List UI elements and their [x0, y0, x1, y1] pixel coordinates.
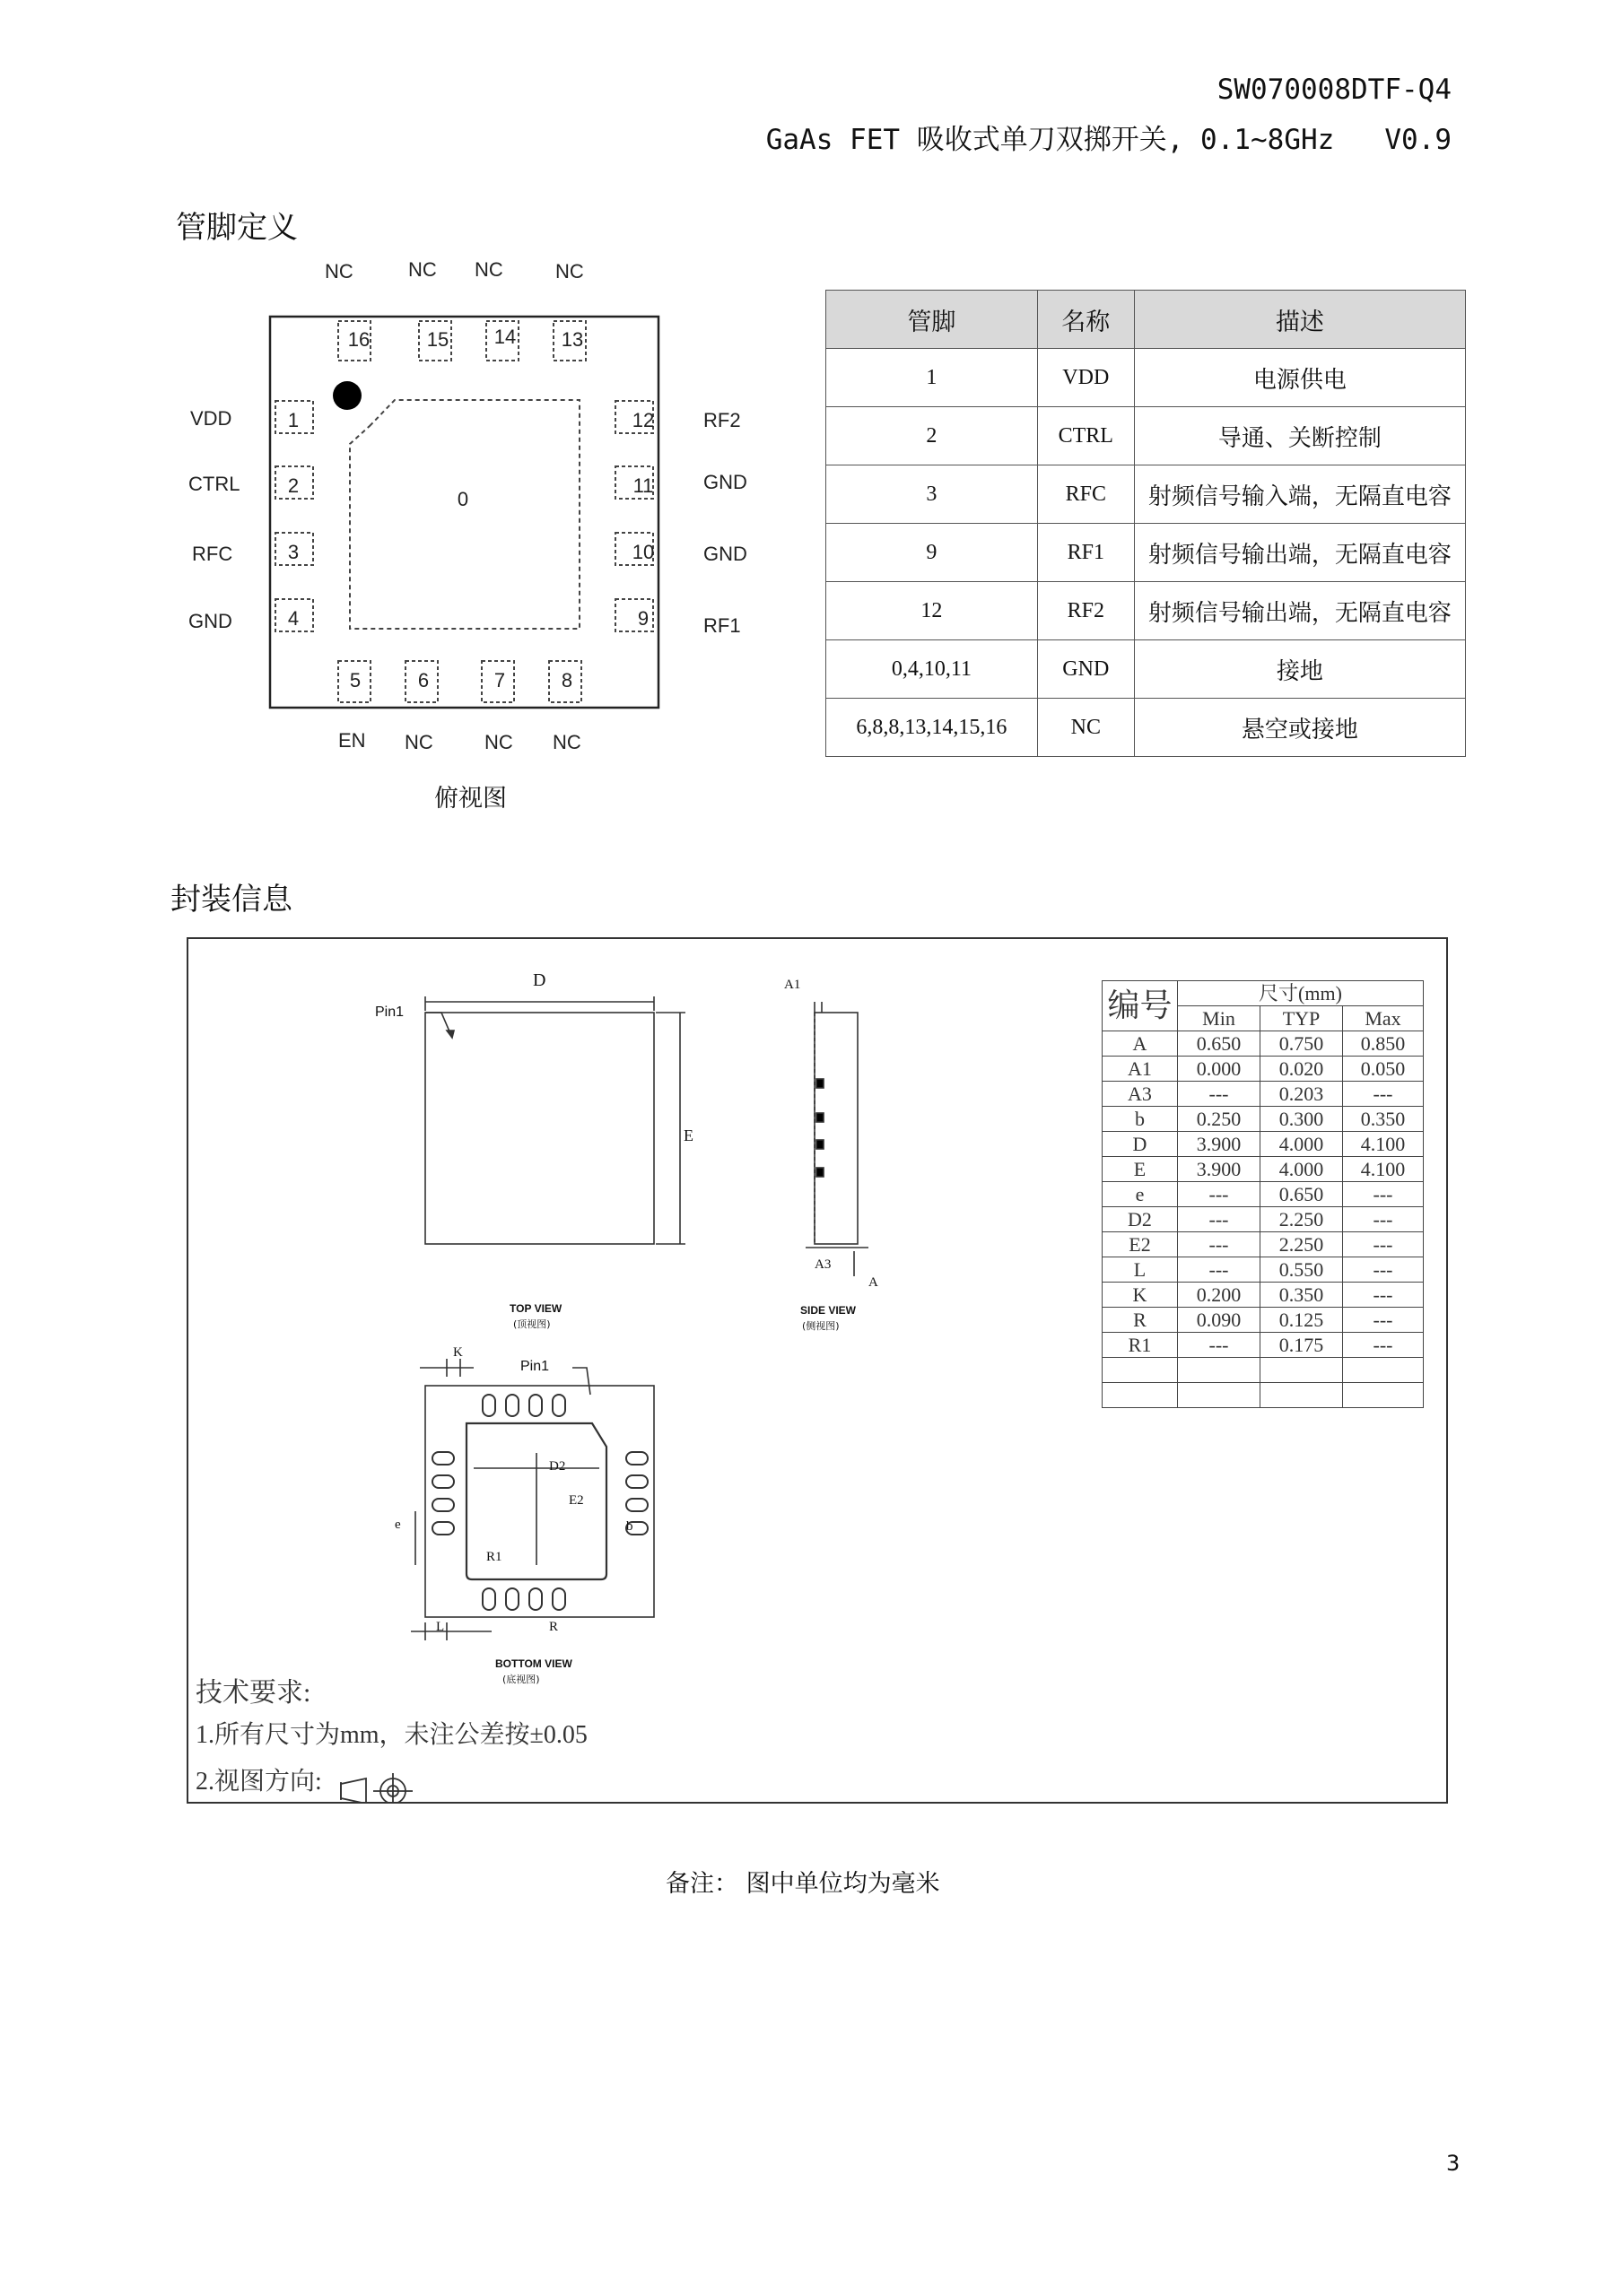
dim-code: E [1103, 1157, 1178, 1182]
dim-max: 4.100 [1343, 1132, 1424, 1157]
dim-label-e: E [684, 1126, 693, 1144]
left-label-rfc: RFC [192, 543, 233, 565]
cell-pin: 6,8,8,13,14,15,16 [826, 699, 1038, 757]
cell-desc: 射频信号输出端，无隔直电容 [1134, 582, 1465, 640]
dim-label-d: D [533, 970, 546, 990]
dim-min: 0.250 [1178, 1107, 1260, 1132]
top-label-13: NC [555, 260, 584, 283]
cell-name: VDD [1037, 349, 1134, 407]
table-row-empty [1103, 1383, 1424, 1408]
side-view-label: SIDE VIEW [800, 1304, 857, 1317]
pinout-diagram [170, 251, 763, 825]
part-number: SW070008DTF-Q4 [1216, 74, 1452, 106]
top-view-label: TOP VIEW [510, 1302, 562, 1315]
dim-col-size: 尺寸(mm) [1178, 981, 1424, 1006]
right-label-rf2: RF2 [703, 409, 741, 431]
dim-typ: 0.650 [1260, 1182, 1343, 1207]
dim-min: --- [1178, 1333, 1260, 1358]
pin-number-1: 1 [287, 409, 300, 431]
dim-max: 0.050 [1343, 1057, 1424, 1082]
pin-number-9: 9 [637, 607, 650, 630]
table-row [1103, 1057, 1424, 1082]
exposed-pad [350, 400, 580, 629]
dim-col-code: 编号 [1103, 981, 1178, 1031]
dim-min: --- [1178, 1232, 1260, 1257]
dim-min: --- [1178, 1257, 1260, 1283]
cell-desc: 悬空或接地 [1134, 699, 1465, 757]
col-header-pin: 管脚 [826, 291, 1038, 349]
dim-min: --- [1178, 1207, 1260, 1232]
package-section-title: 封装信息 [170, 882, 292, 918]
dim-code: A3 [1103, 1082, 1178, 1107]
table-row [1103, 1283, 1424, 1308]
cell-name: CTRL [1037, 407, 1134, 465]
dim-label-r1: R1 [486, 1550, 502, 1564]
table-row [826, 407, 1466, 465]
pin-number-3: 3 [287, 541, 300, 563]
bottom-view-body [425, 1386, 654, 1617]
cell-pin: 1 [826, 349, 1038, 407]
cell-desc: 射频信号输出端，无隔直电容 [1134, 524, 1465, 582]
dim-sub-typ: TYP [1260, 1006, 1343, 1031]
dim-typ: 0.125 [1260, 1308, 1343, 1333]
table-row [1103, 1207, 1424, 1232]
top-label-16: NC [325, 260, 353, 283]
col-header-desc: 描述 [1134, 291, 1465, 349]
table-row [1103, 1132, 1424, 1157]
dim-max: --- [1343, 1232, 1424, 1257]
dim-max: --- [1343, 1308, 1424, 1333]
tech-requirements-title: 技术要求: [196, 1678, 311, 1708]
dim-typ: 2.250 [1260, 1207, 1343, 1232]
dim-min: --- [1178, 1182, 1260, 1207]
pin-number-4: 4 [287, 607, 300, 630]
pin-number-6: 6 [417, 669, 430, 691]
dim-max: --- [1343, 1182, 1424, 1207]
table-row [1103, 1333, 1424, 1358]
center-pad-number: 0 [457, 488, 469, 510]
dim-typ: 0.300 [1260, 1107, 1343, 1132]
left-label-ctrl: CTRL [188, 473, 240, 495]
dim-code: K [1103, 1283, 1178, 1308]
dim-label-e2: E2 [569, 1493, 584, 1508]
cell-pin: 9 [826, 524, 1038, 582]
right-label-rf1: RF1 [703, 614, 741, 637]
bottom-label-8: NC [553, 731, 581, 753]
cell-desc: 射频信号输入端，无隔直电容 [1134, 465, 1465, 524]
dim-min: 0.650 [1178, 1031, 1260, 1057]
cell-pin: 0,4,10,11 [826, 640, 1038, 699]
side-view-label-cn: (侧视图) [802, 1320, 840, 1332]
dim-sub-max: Max [1343, 1006, 1424, 1031]
col-header-name: 名称 [1037, 291, 1134, 349]
dim-code: E2 [1103, 1232, 1178, 1257]
dim-code: D [1103, 1132, 1178, 1157]
dim-max: 0.850 [1343, 1031, 1424, 1057]
table-row [1103, 1107, 1424, 1132]
pin-number-5: 5 [349, 669, 362, 691]
units-note: 备注： 图中单位均为毫米 [666, 1870, 940, 1898]
pin-number-12: 12 [632, 409, 655, 431]
pin1-marker [333, 381, 362, 410]
dim-code: A1 [1103, 1057, 1178, 1082]
right-label-gnd-11: GND [703, 471, 747, 493]
pin-number-13: 13 [561, 328, 584, 351]
table-row [1103, 1257, 1424, 1283]
table-row [826, 465, 1466, 524]
pinout-caption: 俯视图 [434, 785, 507, 813]
right-label-gnd-10: GND [703, 543, 747, 565]
dim-label-d2: D2 [549, 1459, 566, 1474]
dim-label-l: L [436, 1620, 445, 1634]
cell-pin: 2 [826, 407, 1038, 465]
left-label-gnd: GND [188, 610, 232, 632]
dim-max: 0.350 [1343, 1107, 1424, 1132]
pin-number-10: 10 [632, 541, 655, 563]
dim-typ: 0.175 [1260, 1333, 1343, 1358]
table-row-empty [1103, 1358, 1424, 1383]
dim-code: R1 [1103, 1333, 1178, 1358]
pin1-label-bottom: Pin1 [520, 1359, 550, 1374]
cell-pin: 12 [826, 582, 1038, 640]
table-row [1103, 1082, 1424, 1107]
dim-max: --- [1343, 1333, 1424, 1358]
dim-max: --- [1343, 1082, 1424, 1107]
table-row [1103, 1157, 1424, 1182]
pin-number-14: 14 [493, 326, 517, 348]
top-label-15: NC [408, 258, 437, 281]
bottom-view-label: BOTTOM VIEW [495, 1657, 572, 1670]
dim-label-k: K [453, 1345, 463, 1360]
dim-typ: 0.750 [1260, 1031, 1343, 1057]
bottom-label-7: NC [484, 731, 513, 753]
cell-desc: 电源供电 [1134, 349, 1465, 407]
dim-typ: 0.020 [1260, 1057, 1343, 1082]
dim-min: --- [1178, 1082, 1260, 1107]
cell-desc: 接地 [1134, 640, 1465, 699]
dim-min: 3.900 [1178, 1132, 1260, 1157]
pin-number-15: 15 [426, 328, 449, 351]
pin-number-7: 7 [493, 669, 506, 691]
page-number: 3 [1446, 2151, 1461, 2176]
dim-code: L [1103, 1257, 1178, 1283]
table-row [826, 524, 1466, 582]
bottom-view-label-cn: (底视图) [502, 1674, 540, 1685]
pin-number-11: 11 [632, 474, 654, 497]
dim-label-e-pitch: e [395, 1518, 401, 1532]
dim-code: D2 [1103, 1207, 1178, 1232]
dim-typ: 4.000 [1260, 1157, 1343, 1182]
pin-section-title: 管脚定义 [176, 210, 298, 246]
dim-max: 4.100 [1343, 1157, 1424, 1182]
cell-desc: 导通、关断控制 [1134, 407, 1465, 465]
dim-typ: 0.550 [1260, 1257, 1343, 1283]
dim-code: R [1103, 1308, 1178, 1333]
table-row [1103, 1182, 1424, 1207]
dim-label-b: b [626, 1519, 633, 1534]
dim-min: 0.000 [1178, 1057, 1260, 1082]
pin-number-16: 16 [347, 328, 371, 351]
bottom-label-6: NC [405, 731, 433, 753]
cell-name: RF2 [1037, 582, 1134, 640]
dim-typ: 0.203 [1260, 1082, 1343, 1107]
top-label-14: NC [475, 258, 503, 281]
pin1-label-top: Pin1 [375, 1004, 405, 1020]
cell-name: RFC [1037, 465, 1134, 524]
cell-name: NC [1037, 699, 1134, 757]
dim-max: --- [1343, 1257, 1424, 1283]
dim-code: e [1103, 1182, 1178, 1207]
cell-pin: 3 [826, 465, 1038, 524]
pin-number-2: 2 [287, 474, 300, 497]
left-label-vdd: VDD [190, 407, 232, 430]
dim-label-a3: A3 [815, 1257, 832, 1272]
dim-code: b [1103, 1107, 1178, 1132]
tech-requirement-1: 1.所有尺寸为mm，未注公差按±0.05 [196, 1721, 588, 1749]
dim-max: --- [1343, 1207, 1424, 1232]
pin-number-8: 8 [561, 669, 573, 691]
dim-label-a1: A1 [784, 978, 801, 992]
table-row [826, 582, 1466, 640]
table-row [826, 640, 1466, 699]
dim-min: 0.090 [1178, 1308, 1260, 1333]
document-subtitle: GaAs FET 吸收式单刀双掷开关, 0.1~8GHz V0.9 [765, 124, 1452, 156]
table-row [826, 699, 1466, 757]
dim-typ: 4.000 [1260, 1132, 1343, 1157]
cell-name: GND [1037, 640, 1134, 699]
view-direction-symbol [341, 1773, 413, 1804]
table-row [1103, 1031, 1424, 1057]
dimension-table [1102, 980, 1424, 1408]
pin-table [825, 290, 1466, 757]
mechanical-drawing [187, 937, 1093, 1804]
dim-max: --- [1343, 1283, 1424, 1308]
dim-code: A [1103, 1031, 1178, 1057]
dim-label-a: A [868, 1275, 878, 1290]
dim-typ: 2.250 [1260, 1232, 1343, 1257]
dim-min: 3.900 [1178, 1157, 1260, 1182]
dim-min: 0.200 [1178, 1283, 1260, 1308]
cell-name: RF1 [1037, 524, 1134, 582]
top-view-label-cn: (顶视图) [513, 1318, 551, 1330]
table-row [1103, 1308, 1424, 1333]
dim-label-r: R [549, 1620, 559, 1634]
bottom-label-en: EN [338, 729, 366, 752]
package-outline [270, 317, 658, 708]
table-row [1103, 1232, 1424, 1257]
pin-table-header [826, 291, 1466, 349]
top-view-body [425, 1013, 654, 1244]
dim-sub-min: Min [1178, 1006, 1260, 1031]
dim-typ: 0.350 [1260, 1283, 1343, 1308]
side-view-body [815, 1013, 858, 1244]
tech-requirement-2: 2.视图方向: [196, 1768, 322, 1796]
table-row [826, 349, 1466, 407]
